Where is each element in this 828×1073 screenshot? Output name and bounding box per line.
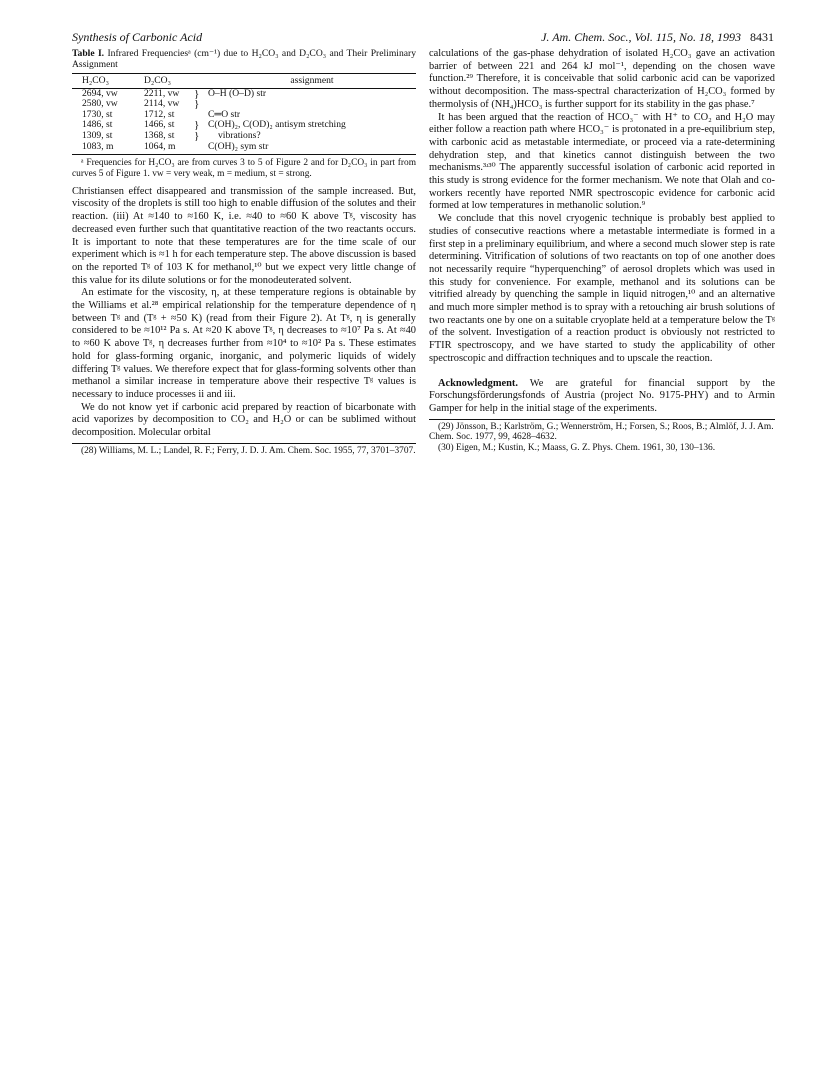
ir-frequency-table — [72, 73, 416, 155]
acknowledgment — [429, 378, 775, 416]
table-cell: O–H (O–D) str — [208, 87, 267, 99]
body-paragraph: We conclude that this novel cryogenic technique is probably best applied to studies of consecutive reactions where a metastable intermediate is formed in a first step in a preliminary equilibrium, and where a second much slower step is rate determining. Vitrification of solutions of two reactants on top of one another does not necessarily require “hyperquenching” of aerosol droplets which was used in this study for convenience. For example, methanol and its solutions can be vitrified already by quenching the sample in liquid nitrogen,¹⁰ and an alternative and much more simpler method is to spray with a retouching air brush solutions of two reactants one by one on a suitable cryoplate held at a temperature below the Tᵍ of the solvent. Investigation of a reaction product is obviously not restricted to FTIR spectroscopy, and we have started to study the applicability of other spectroscopic and diffraction techniques and to upscale the reaction. — [429, 213, 775, 364]
table-caption-label: Table I. — [72, 48, 105, 59]
table-cell: 1083, m — [82, 140, 114, 152]
acknowledgment-label: Acknowledgment. — [438, 377, 518, 389]
table-cell: 1486, st — [82, 119, 113, 131]
table-header-row — [72, 74, 416, 89]
brace-glyph — [194, 142, 208, 155]
page-number: 8431 — [750, 30, 774, 44]
brace-glyph: } — [194, 129, 200, 142]
table-header-h2co3: H₂CO₃ — [82, 75, 109, 86]
body-paragraph: Christiansen effect disappeared and transmission of the sample increased. But, viscosity of the droplets is still too high to enable diffusion of the solutes and their reaction. (iii) At ≈140 to ≈160 K, i.e. ≈40 to ≈60 K above Tᵍ, viscosity has decreased even further such that quantitative reaction of the two reactants occurs. It is important to note that these temperatures are for the time scale of our experiment which is ≈1 h for each temperature step. The above discussion is based on the reported Tᵍ of 103 K for methanol,¹⁰ but we expect very little change of this value for its dilute solutions or for the monodeuterated solvent. — [72, 185, 416, 286]
reference-28: (28) Williams, M. L.; Landel, R. F.; Ferry, J. D. J. Am. Chem. Soc. 1955, 77, 3701–3707. — [81, 445, 416, 456]
table-row — [72, 88, 416, 99]
brace-glyph: } — [194, 119, 200, 132]
running-title: Synthesis of Carbonic Acid — [72, 30, 203, 44]
reference-30: (30) Eigen, M.; Kustin, K.; Maass, G. Z. Phys. Chem. 1961, 30, 130–136. — [438, 443, 716, 454]
table-cell: 1064, m — [144, 140, 176, 152]
body-paragraph: An estimate for the viscosity, η, at these temperature regions is obtainable by the Williams et al.²⁸ empirical relationship for the temperature dependence of η between Tᵍ and (Tᵍ + ≈50 K) (read from their Figure 2). At Tᵍ, η is generally considered to be ≈10¹² Pa s. At ≈20 K above Tᵍ, η decreases to ≈10⁷ Pa s. At ≈40 to ≈60 K above Tᵍ, η decreases further from ≈10⁴ to ≈10² Pa s. These estimates hold for glass-forming organic, inorganic, and polymeric liquids of widely differing Tᵍ values. We therefore expect that for glass-forming solvents other than methanol a similar increase in temperature above their respective Tᵍ values is necessary to induce processes ii and iii. — [72, 287, 416, 400]
table-header-d2co3: D₂CO₃ — [144, 75, 171, 86]
table-cell: 1368, st — [144, 129, 175, 141]
table-cell: 1309, st — [82, 129, 113, 141]
table-row — [72, 142, 416, 155]
table-cell: 2580, vw — [82, 98, 118, 110]
table-cell: 1730, st — [82, 108, 113, 120]
table-footnote: ᵃ Frequencies for H₂CO₃ are from curves 3 to 5 of Figure 2 and for D₂CO₃ in part from curves 5 of Figure 1. vw = very weak, m = medium, st = strong. — [72, 158, 416, 179]
table-cell: C(OH)₂, C(OD)₂ antisym stretching — [208, 119, 346, 131]
acknowledgment-text: We are grateful for financial support by the Forschungsförderungsfonds of Austria (project No. 9175-PHY) and to Armin Gamper for help in the initial stage of the experiments. — [429, 377, 775, 414]
reference-29: (29) Jönsson, B.; Karlström, G.; Wennerström, H.; Forsen, S.; Roos, B.; Almlöf, J. J. Am. Chem. Soc. 1977, 99, 4628–4632. — [429, 421, 774, 443]
table-cell: C(OH)₂ sym str — [208, 140, 269, 152]
brace-glyph: } — [194, 98, 200, 111]
table-caption-text: Infrared Frequenciesᵃ (cm⁻¹) due to H₂CO₃ and D₂CO₃ and Their Preliminary Assignment — [72, 48, 416, 70]
table-cell: 2211, vw — [144, 87, 180, 99]
footnote-divider — [72, 443, 416, 444]
table-cell: 1466, st — [144, 119, 175, 131]
footnote-divider — [429, 419, 775, 420]
body-paragraph: calculations of the gas-phase dehydration of isolated H₂CO₃ gave an activation barrier of between 221 and 264 kJ mol⁻¹, depending on the chosen wave function.²⁹ Therefore, it is conceivable that solid carbonic acid can be vaporized without decomposition. The mass-spectral characterization of H₂CO₃ formed by thermolysis of (NH₄)HCO₃ is further support for its stability in the gas phase.⁷ — [429, 48, 775, 110]
table-cell: vibrations? — [218, 129, 261, 141]
table-row — [72, 131, 416, 142]
table-cell: 1712, st — [144, 108, 175, 120]
table-cell: C═O str — [208, 108, 241, 120]
table-cell: 2114, vw — [144, 98, 180, 110]
journal-volume: Vol. 115, No. 18, 1993 — [634, 30, 741, 44]
journal-name: J. Am. Chem. Soc., — [541, 30, 632, 44]
left-column — [72, 48, 416, 457]
journal-header — [541, 30, 774, 45]
body-paragraph: We do not know yet if carbonic acid prepared by reaction of bicarbonate with acid vaporizes by decomposition to CO₂ and H₂O or can be sublimed without decomposition. Molecular orbital — [72, 401, 416, 439]
body-paragraph: It has been argued that the reaction of HCO₃⁻ with H⁺ to CO₂ and H₂O may either follow a reaction path where HCO₃⁻ is protonated in a pre-equilibrium step, with carbonic acid as metastable intermediate, or proceed via a rate-determining dehydration step, and that kinetics cannot distinguish between the two mechanisms.³ʴ³⁰ The apparently successful isolation of carbonic acid reported in this study is strong evidence for the former mechanism. We note that Olah and co-workers recently have reported NMR spectroscopic evidence for carbonic acid formed at low temperatures in methanolic solution.⁹ — [429, 111, 775, 212]
table-header-assignment: assignment — [290, 75, 334, 86]
table-cell: 2694, vw — [82, 87, 118, 99]
right-column — [429, 48, 775, 454]
table-caption — [72, 48, 416, 70]
brace-glyph: } — [194, 87, 200, 100]
table-row — [72, 99, 416, 110]
